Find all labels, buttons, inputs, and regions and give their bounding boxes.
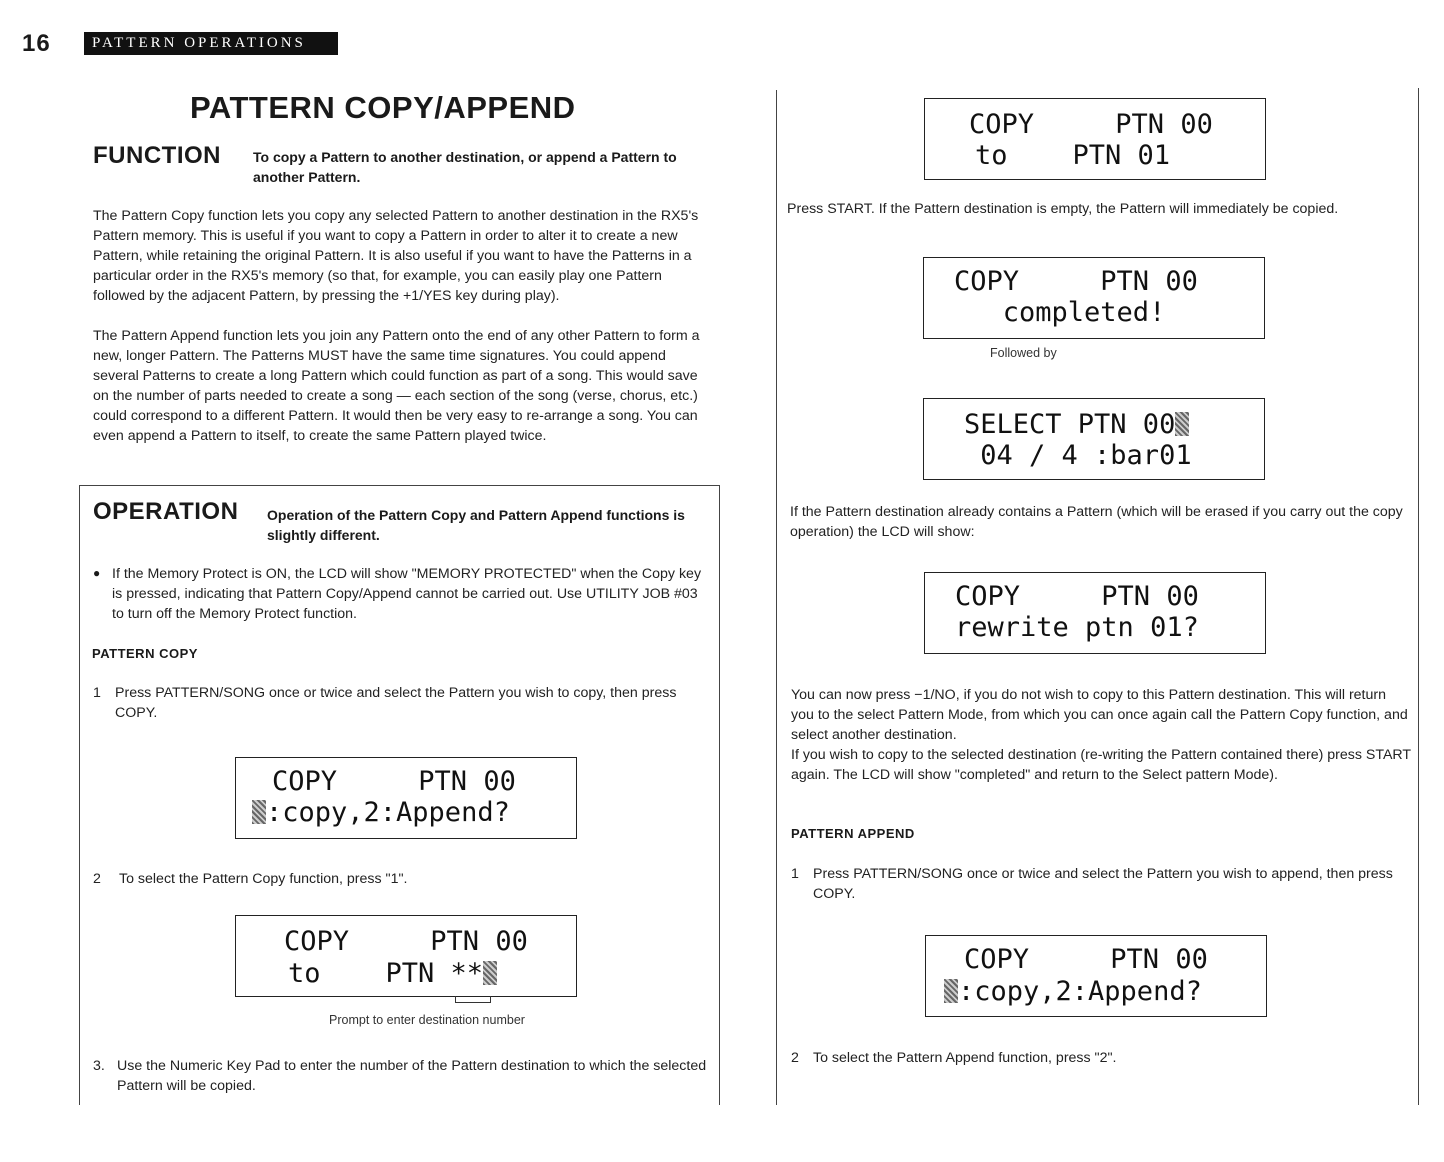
lcd-line-2 [252,797,510,828]
lcd-line-2: completed! [954,297,1166,328]
page-title: PATTERN COPY/APPEND [190,90,576,125]
lcd-rewrite-prompt [924,572,1266,654]
lcd-append-select [925,935,1267,1017]
append-step-1-text: Press PATTERN/SONG once or twice and select the Pattern you wish to append, then press COPY. [813,866,1393,902]
function-para-1: The Pattern Copy function lets you copy any selected Pattern to another destination in the RX5's Pattern memory. This is useful if you want to copy a Pattern in order to alter it to create a new Pattern, while retaining the original Pattern. It is also useful if you want to have the Patterns in a particular order in the RX5's memory (so that, for example, you can easily play one Pattern followed by the adjacent Pattern, by pressing the +1/YES key during play). [93,208,699,304]
no-option-text: You can now press −1/NO, if you do not wish to copy to this Pattern destination. This will return you to the select Pattern Mode, from which you can once again call the Pattern Copy function, and select another destination. [791,687,1408,743]
prompt-caption: Prompt to enter destination number [329,1013,525,1027]
step-1-text: Press PATTERN/SONG once or twice and select the Pattern you wish to copy, then press COPY. [115,685,677,721]
operation-frame-right [719,485,720,1105]
lcd-line-1 [964,409,1189,440]
lcd-line-1: COPY PTN 00 [954,266,1198,297]
section-banner: PATTERN OPERATIONS [84,32,338,55]
lcd-copy-to-01 [924,98,1266,180]
function-para-2: The Pattern Append function lets you join any Pattern onto the end of any other Pattern to form a new, longer Pattern. The Patterns MUST have the same time signatures. You could append several Patterns to create a long Pattern which could function as part of a song. This would save on the number of parts needed to create a song — each section of the song (verse, chorus, etc.) could correspond to a different Pattern. It would then be very easy to re-arrange a song. You can even append a Pattern to itself, to create the same Pattern played twice. [93,328,700,444]
step-3-number: 3. [93,1058,105,1074]
pattern-copy-heading: PATTERN COPY [92,646,198,661]
right-column-right-rule [1418,88,1419,1105]
step-2-text: To select the Pattern Copy function, press "1". [119,871,408,887]
step-1-number: 1 [93,685,101,701]
operation-summary: Operation of the Pattern Copy and Pattern Append functions is slightly different. [267,507,685,543]
lcd-line-2: rewrite ptn 01? [955,612,1199,643]
operation-frame-top [79,485,720,486]
lcd-cursor-icon [252,800,266,824]
lcd-copy-destination [235,915,577,997]
lcd-line-1: COPY PTN 00 [955,581,1199,612]
lcd-line-2: 04 / 4 :bar01 [964,440,1192,471]
lcd-line-2: to PTN 01 [975,140,1171,171]
page-number: 16 [22,30,51,57]
prompt-pointer-bracket [455,996,491,1003]
destination-occupied-text: If the Pattern destination already contains a Pattern (which will be erased if you carry out the copy operation) the LCD will show: [790,504,1403,540]
yes-option-text: If you wish to copy to the selected destination (re-writing the Pattern contained there) press START again. The LCD will show "completed" and return to the Select pattern Mode). [791,747,1411,783]
followed-by-caption: Followed by [990,346,1057,360]
lcd-line-2-text: :copy,2:Append? [958,976,1202,1007]
step-3-text: Use the Numeric Key Pad to enter the number of the Pattern destination to which the selected Pattern will be copied. [117,1058,707,1094]
function-summary: To copy a Pattern to another destination, or append a Pattern to another Pattern. [253,149,677,185]
function-heading: FUNCTION [93,142,221,169]
lcd-line-1: COPY PTN 00 [272,766,516,797]
lcd-copy-select [235,757,577,839]
lcd-line-2 [944,976,1202,1007]
append-step-2-number: 2 [791,1050,799,1066]
append-step-2-text: To select the Pattern Append function, press "2". [813,1050,1117,1066]
lcd-cursor-icon [483,961,497,985]
step-2-number: 2 [93,871,101,887]
lcd-select-pattern [923,398,1265,480]
operation-heading: OPERATION [93,498,239,525]
pattern-append-heading: PATTERN APPEND [791,826,915,841]
operation-frame-left [79,485,80,1105]
right-column-left-rule [776,90,777,1105]
lcd-cursor-icon [1175,412,1189,436]
lcd-line-2-text: to PTN ** [288,958,484,989]
lcd-line-2-text: :copy,2:Append? [266,797,510,828]
lcd-line-1: COPY PTN 00 [969,109,1213,140]
lcd-line-1-text: SELECT PTN 00 [964,409,1176,440]
bullet-icon: ● [93,566,101,580]
lcd-copy-completed [923,257,1265,339]
append-step-1-number: 1 [791,866,799,882]
lcd-cursor-icon [944,979,958,1003]
step-4-text: Press START. If the Pattern destination is empty, the Pattern will immediately be copied. [787,201,1339,217]
lcd-line-1: COPY PTN 00 [964,944,1208,975]
lcd-line-1: COPY PTN 00 [284,926,528,957]
memory-protect-note: If the Memory Protect is ON, the LCD will show "MEMORY PROTECTED" when the Copy key is pressed, indicating that Pattern Copy/Append cannot be carried out. Use UTILITY JOB #03 to turn off the Memory Protect function. [112,566,702,622]
lcd-line-2 [288,958,497,989]
